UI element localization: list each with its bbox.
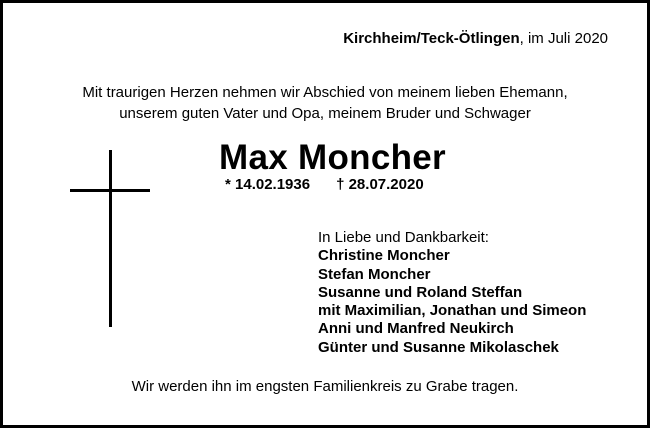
mourners-intro: In Liebe und Dankbarkeit: (318, 229, 489, 246)
intro-line-1: Mit traurigen Herzen nehmen wir Abschied von meinem lieben Ehemann, (82, 84, 568, 101)
life-dates (225, 176, 424, 193)
mourner-name: Stefan Moncher (318, 265, 431, 283)
mourner-name: Christine Moncher (318, 247, 450, 265)
mourner-name: mit Maximilian, Jonathan und Simeon (318, 302, 587, 320)
mourners-list (318, 229, 586, 357)
deceased-name: Max Moncher (219, 138, 446, 177)
cross-icon (109, 150, 112, 327)
birth-date: * 14.02.1936 (225, 176, 311, 193)
place-name: Kirchheim/Teck-Ötlingen (343, 30, 520, 47)
mourner-name: Anni und Manfred Neukirch (318, 320, 514, 338)
death-date: † 28.07.2020 (336, 176, 424, 193)
cross-icon-bar (70, 189, 150, 192)
intro-line-2: unserem guten Vater und Opa, meinem Bruder und Schwager (119, 105, 531, 122)
place-date-line (343, 30, 608, 47)
intro-text (0, 82, 650, 124)
date-text: , im Juli 2020 (519, 30, 608, 47)
burial-note: Wir werden ihn im engsten Familienkreis zu Grabe tragen. (131, 378, 519, 395)
mourner-name: Günter und Susanne Mikolaschek (318, 338, 559, 356)
mourner-name: Susanne und Roland Steffan (318, 283, 523, 301)
